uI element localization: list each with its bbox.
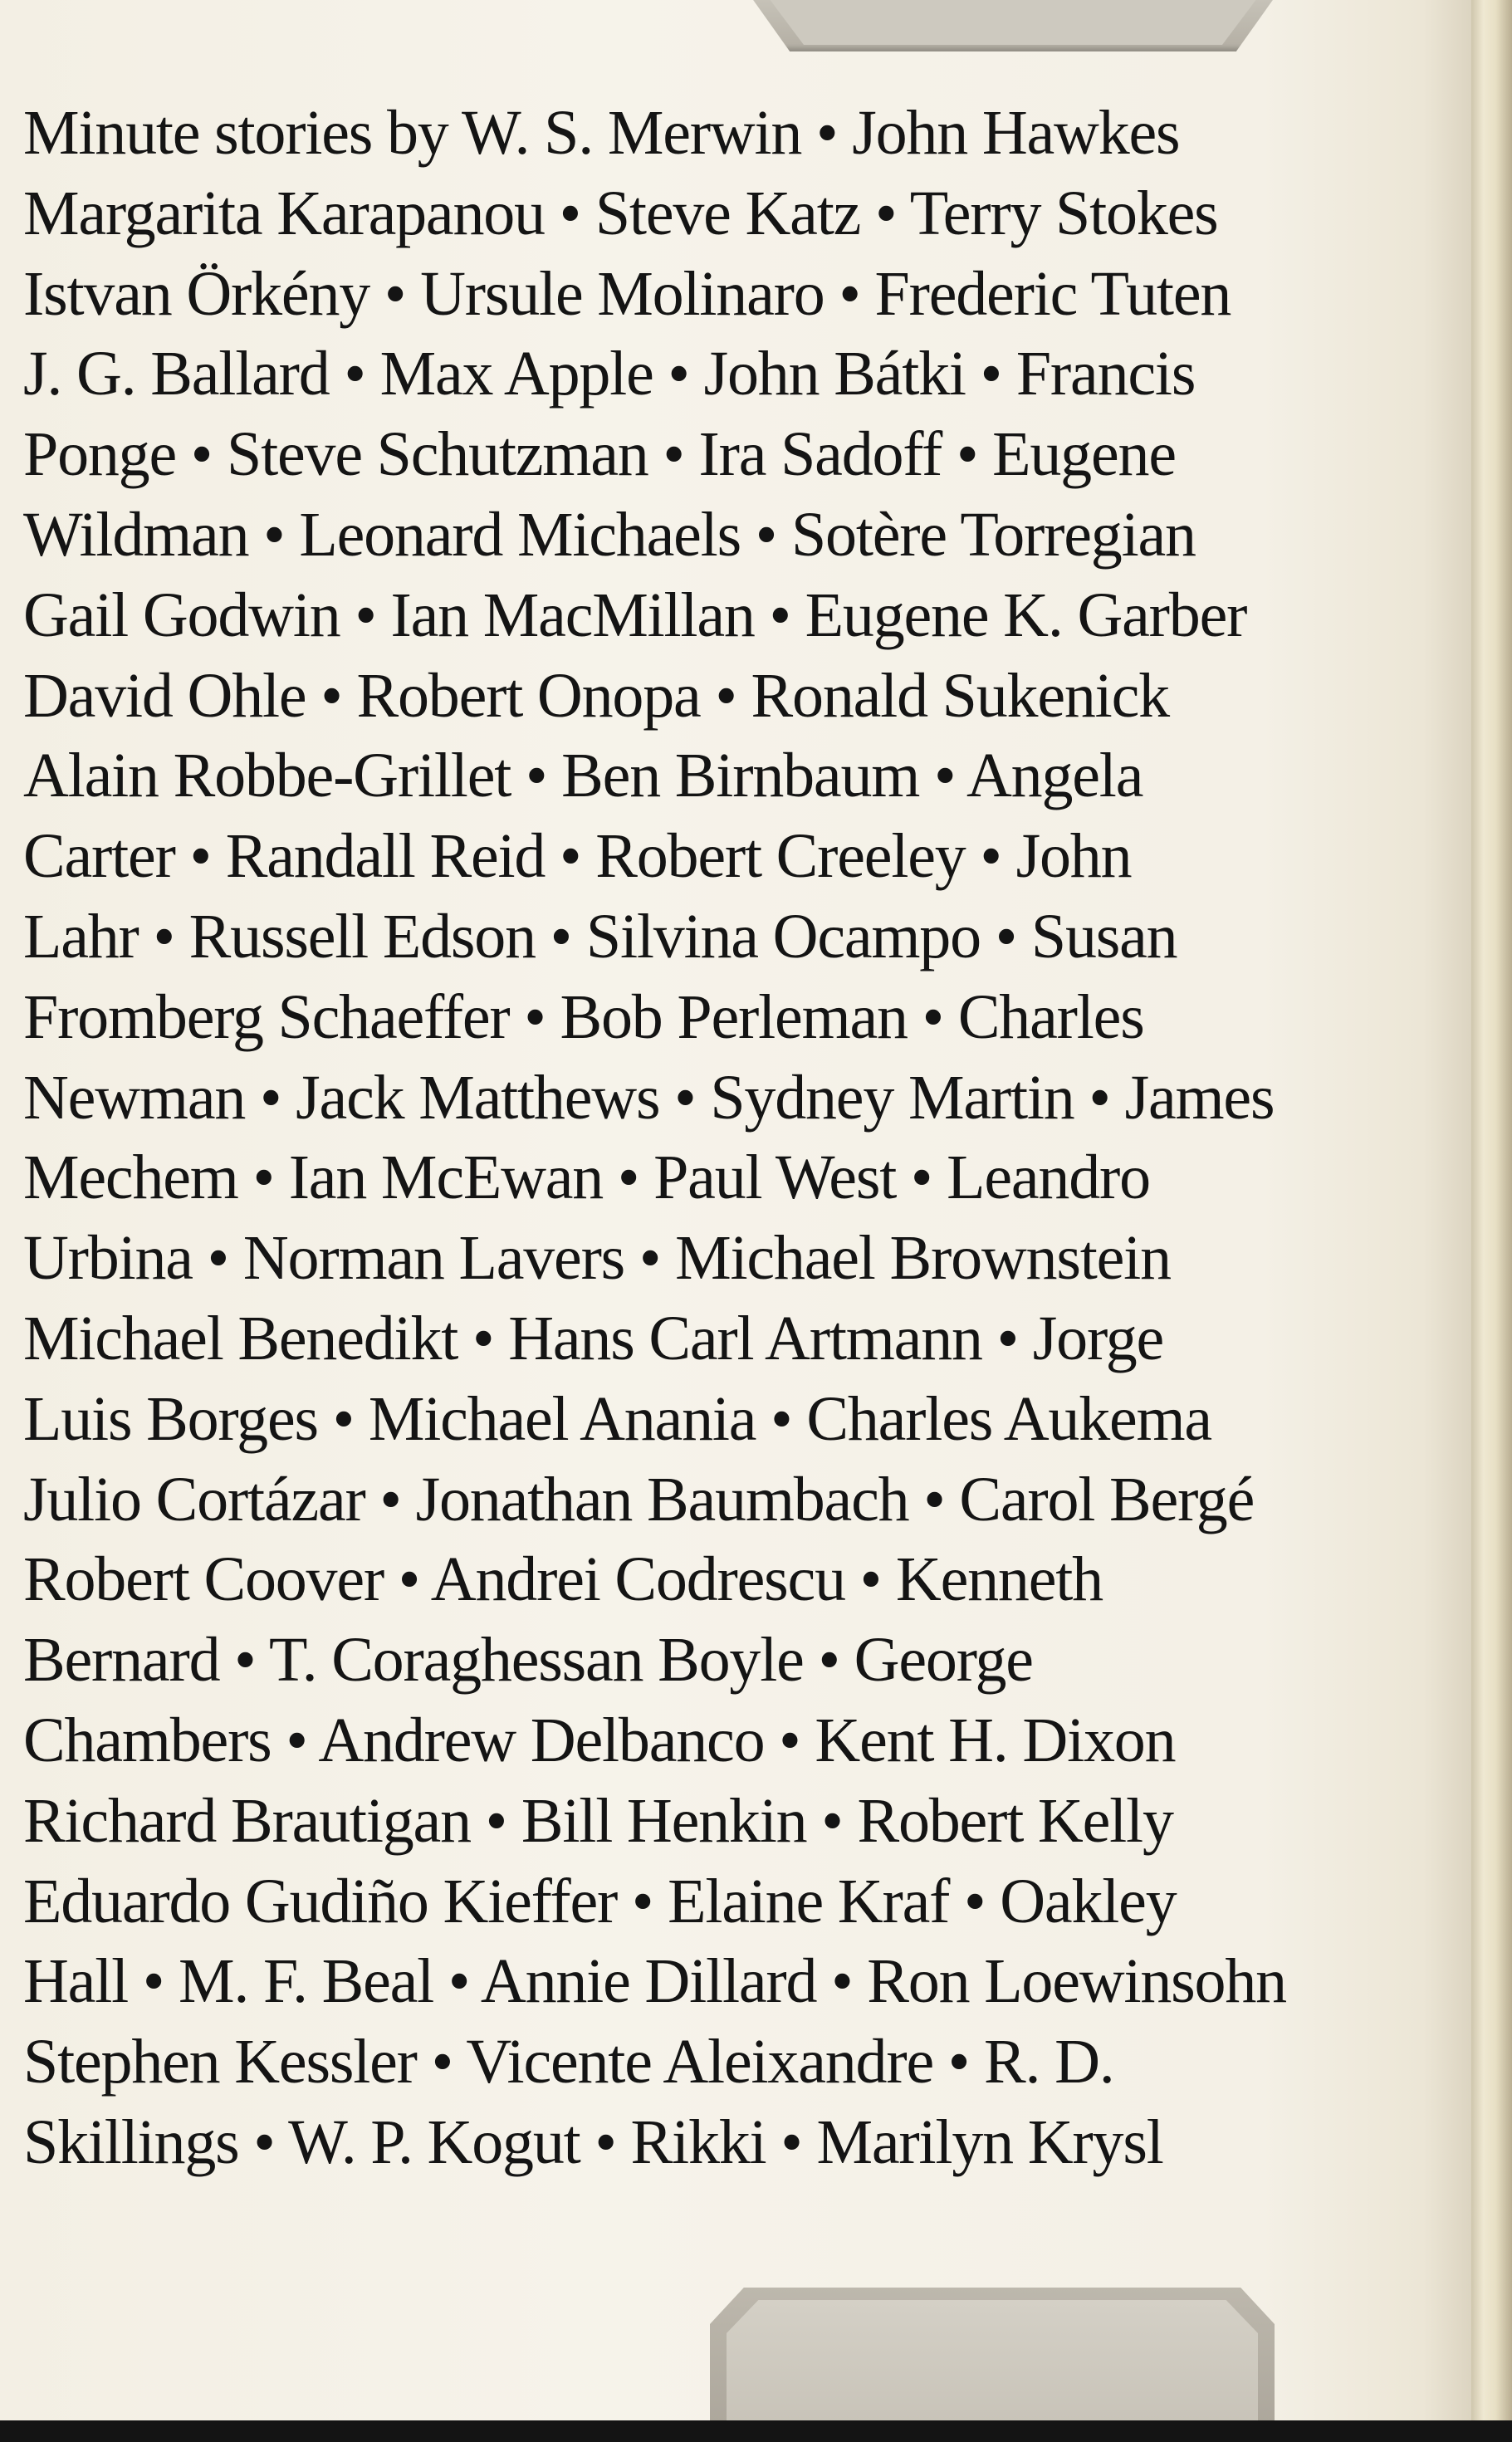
contributors-line-17: Luis Borges • Michael Anania • Charles Aukema	[23, 1383, 1211, 1454]
contributors-line-9: Alain Robbe-Grillet • Ben Birnbaum • Angela	[23, 741, 1143, 811]
bottom-dark-edge	[0, 2420, 1512, 2442]
contributors-line-24: Hall • M. F. Beal • Annie Dillard • Ron Loewinsohn	[23, 1946, 1286, 2017]
bottom-notch-inner	[727, 2300, 1258, 2420]
contributors-line-25: Stephen Kessler • Vicente Aleixandre • R. D.	[23, 2027, 1114, 2097]
contributors-line-10: Carter • Randall Reid • Robert Creeley • John	[23, 821, 1132, 892]
contributors-line-16: Michael Benedikt • Hans Carl Artmann • Jorge	[23, 1303, 1164, 1373]
contributors-line-5: Ponge • Steve Schutzman • Ira Sadoff • Eugene	[23, 419, 1176, 490]
contributors-line-4: J. G. Ballard • Max Apple • John Bátki • Francis	[23, 339, 1196, 409]
contributors-line-11: Lahr • Russell Edson • Silvina Ocampo • Susan	[23, 901, 1177, 971]
contributors-line-22: Richard Brautigan • Bill Henkin • Robert Kelly	[23, 1785, 1173, 1856]
contributors-line-23: Eduardo Gudiño Kieffer • Elaine Kraf • Oakley	[23, 1866, 1177, 1936]
book-spine-edge	[1471, 0, 1512, 2442]
contributors-line-3: Istvan Örkény • Ursule Molinaro • Frederic Tuten	[23, 258, 1231, 329]
contributors-line-14: Mechem • Ian McEwan • Paul West • Leandro	[23, 1143, 1150, 1213]
contributors-line-12: Fromberg Schaeffer • Bob Perleman • Charles	[23, 981, 1144, 1052]
contributors-line-15: Urbina • Norman Lavers • Michael Brownstein	[23, 1223, 1171, 1294]
contributors-line-8: David Ohle • Robert Onopa • Ronald Sukenick	[23, 660, 1169, 731]
contributors-line-20: Bernard • T. Coraghessan Boyle • George	[23, 1625, 1033, 1696]
contributors-line-1: Minute stories by W. S. Merwin • John Hawkes	[23, 98, 1180, 168]
contributors-line-2: Margarita Karapanou • Steve Katz • Terry Stokes	[23, 178, 1218, 248]
contributors-line-19: Robert Coover • Andrei Codrescu • Kenneth	[23, 1544, 1103, 1615]
contributors-line-7: Gail Godwin • Ian MacMillan • Eugene K. Garber	[23, 580, 1247, 650]
top-notch-inner	[764, 0, 1262, 45]
contributors-line-18: Julio Cortázar • Jonathan Baumbach • Carol Bergé	[23, 1464, 1255, 1534]
contributors-line-6: Wildman • Leonard Michaels • Sotère Torregian	[23, 499, 1196, 570]
contributors-line-21: Chambers • Andrew Delbanco • Kent H. Dixon	[23, 1705, 1176, 1775]
contributors-line-13: Newman • Jack Matthews • Sydney Martin • James	[23, 1062, 1275, 1133]
contributors-line-26: Skillings • W. P. Kogut • Rikki • Marilyn Krysl	[23, 2107, 1163, 2177]
contributors-list	[23, 93, 1451, 2183]
